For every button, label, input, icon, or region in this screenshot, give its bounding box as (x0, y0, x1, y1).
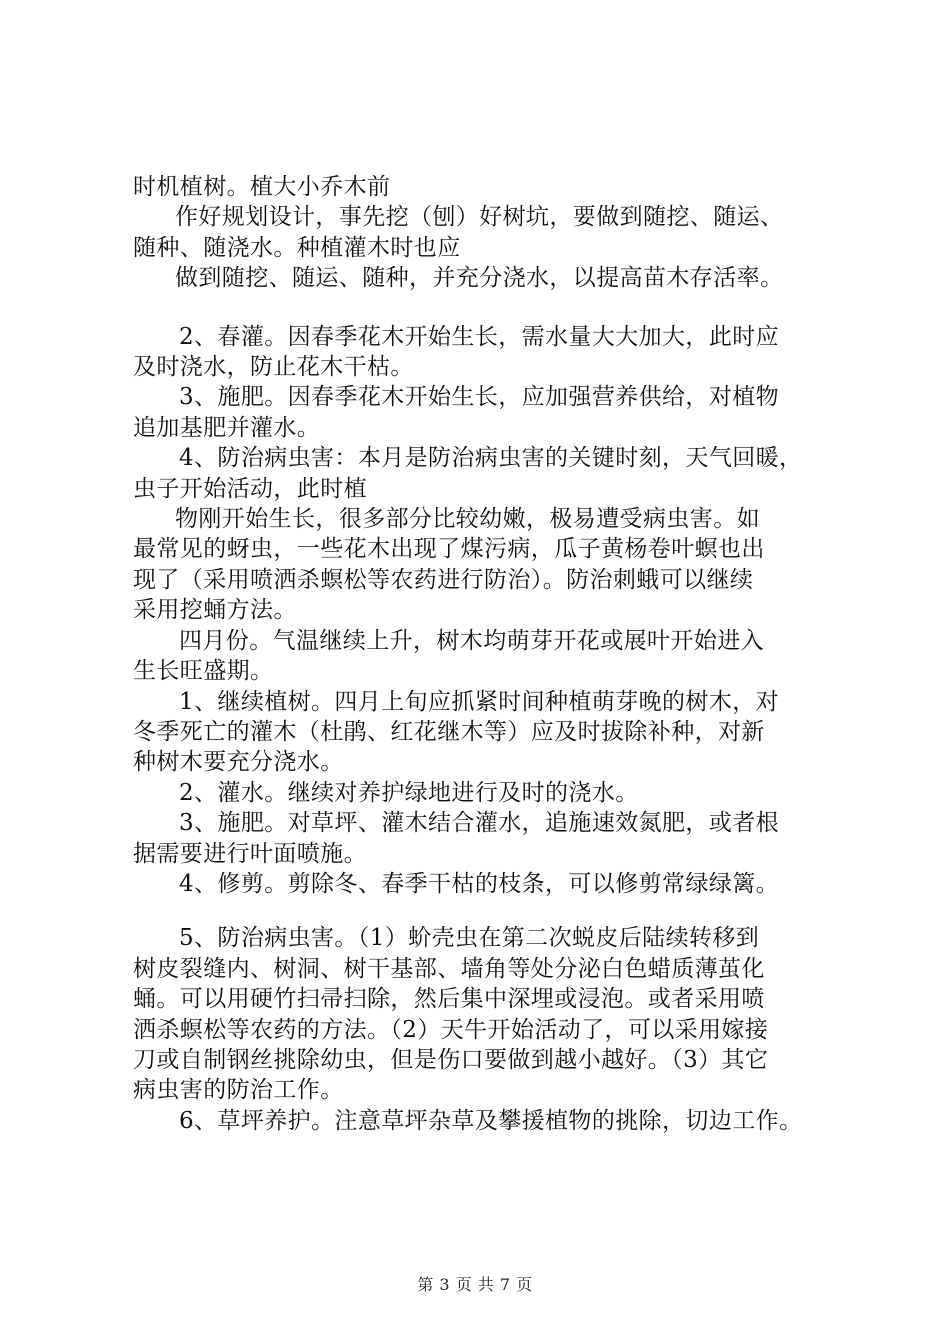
text-line: 1、继续植树。四月上旬应抓紧时间种植萌芽晚的树木，对 (179, 688, 780, 715)
text-line: 病虫害的防治工作。 (133, 1077, 344, 1104)
text-line: 物刚开始生长，很多部分比较幼嫩，极易遭受病虫害。如 (175, 506, 760, 533)
paragraph-gap (133, 294, 853, 322)
text-line: 冬季死亡的灌木（杜鹃、红花继木等）应及时拔除补种，对新 (133, 718, 765, 745)
text-line: 刀或自制钢丝挑除幼虫，但是伤口要做到越小越好。（3）其它 (133, 1046, 769, 1073)
text-line: 4、修剪。剪除冬、春季干枯的枝条，可以修剪常绿绿篱。 (179, 870, 780, 897)
text-line: 时机植树。植大小乔木前 (133, 174, 391, 200)
text-line: 及时浇水，防止花木干枯。 (133, 354, 414, 381)
text-line: 虫子开始活动，此时植 (133, 475, 367, 502)
text-line: 2、春灌。因春季花木开始生长，需水量大大加大，此时应 (179, 323, 780, 350)
text-line: 树皮裂缝内、树洞、树干基部、墙角等处分泌白色蜡质薄茧化 (133, 955, 765, 982)
text-line: 据需要进行叶面喷施。 (133, 840, 367, 867)
text-line: 最常见的蚜虫，一些花木出现了煤污病，瓜子黄杨卷叶螟也出 (133, 536, 765, 563)
text-line: 作好规划设计，事先挖（刨）好树坑，要做到随挖、随运、 (175, 204, 784, 231)
text-line: 蛹。可以用硬竹扫帚扫除，然后集中深埋或浸泡。或者采用喷 (133, 986, 765, 1013)
text-line: 4、防治病虫害：本月是防治病虫害的关键时刻，天气回暖， (179, 445, 803, 472)
text-line: 采用挖蛹方法。 (133, 597, 297, 624)
text-line: 追加基肥并灌水。 (133, 414, 321, 441)
page-number-footer: 第 3 页 共 7 页 (417, 1275, 533, 1294)
text-line: 2、灌水。继续对养护绿地进行及时的浇水。 (179, 779, 639, 806)
text-line: 3、施肥。对草坪、灌木结合灌水，追施速效氮肥，或者根 (179, 810, 780, 837)
text-line: 四月份。气温继续上升，树木均萌芽开花或展叶开始进入 (179, 627, 764, 654)
text-line: 种树木要充分浇水。 (133, 749, 344, 776)
text-line: 随种、随浇水。种植灌木时也应 (133, 234, 461, 261)
paragraph-gap (133, 899, 853, 923)
text-line: 洒杀螟松等农药的方法。（2）天牛开始活动了，可以采用嫁接 (133, 1016, 769, 1043)
text-line: 生长旺盛期。 (133, 658, 274, 685)
document-body (133, 172, 853, 1136)
text-line: 5、防治病虫害。（1）蚧壳虫在第二次蜕皮后陆续转移到 (179, 925, 760, 952)
text-line: 做到随挖、随运、随种，并充分浇水，以提高苗木存活率。 (175, 265, 784, 292)
text-line: 3、施肥。因春季花木开始生长，应加强营养供给，对植物 (179, 384, 780, 411)
text-line: 6、草坪养护。注意草坪杂草及攀援植物的挑除，切边工作。 (179, 1107, 803, 1134)
text-line: 现了（采用喷洒杀螟松等农药进行防治）。防治刺蛾可以继续 (133, 566, 754, 593)
